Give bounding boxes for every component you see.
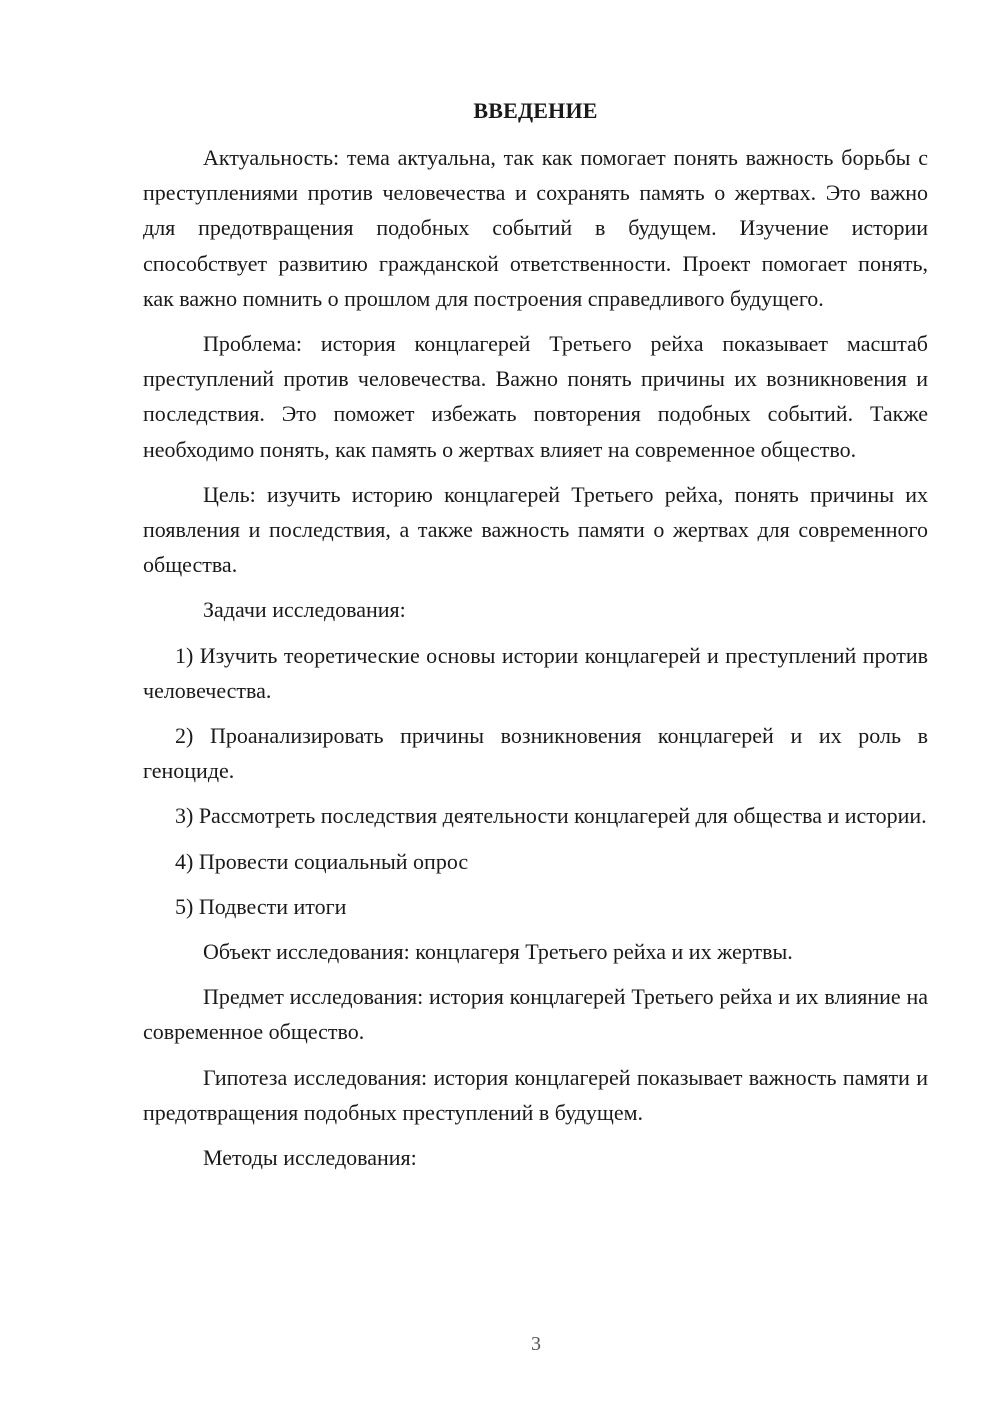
hypothesis-paragraph: Гипотеза исследования: история концлагерей показывает важность памяти и предотвращения подобных преступлений в будущем. (143, 1064, 928, 1125)
task-item-5: 5) Подвести итоги (175, 893, 347, 919)
task-item-1: 1) Изучить теоретические основы истории концлагерей и преступлений против человечества. (143, 642, 928, 703)
relevance-paragraph: Актуальность: тема актуальна, так как помогает понять важность борьбы с преступлениями против человечества и сохранять память о жертвах. Это важно для предотвращения подобных событий в будущем. Изучение истории способствует развитию гражданской ответственности. Проект помогает понять, как важно помнить о прошлом для построения справедливого будущего. (143, 145, 928, 311)
tasks-heading: Задачи исследования: (203, 597, 406, 623)
page-number: 3 (531, 1333, 541, 1355)
methods-heading: Методы исследования: (203, 1145, 417, 1171)
page-title: ВВЕДЕНИЕ (473, 98, 598, 123)
document-page (143, 96, 928, 1185)
goal-paragraph: Цель: изучить историю концлагерей Третьего рейха, понять причины их появления и последствия, а также важность памяти о жертвах для современного общества. (143, 481, 928, 578)
subject-paragraph: Предмет исследования: история концлагерей Третьего рейха и их влияние на современное общество. (143, 984, 928, 1045)
object-paragraph: Объект исследования: концлагеря Третьего рейха и их жертвы. (203, 939, 793, 965)
task-item-2: 2) Проанализировать причины возникновения концлагерей и их роль в геноциде. (143, 723, 928, 784)
problem-paragraph: Проблема: история концлагерей Третьего рейха показывает масштаб преступлений против человечества. Важно понять причины их возникновения и последствия. Это поможет избежать повторения подобных событий. Также необходимо понять, как память о жертвах влияет на современное общество. (143, 331, 928, 462)
task-item-4: 4) Провести социальный опрос (175, 848, 469, 874)
task-item-3: 3) Рассмотреть последствия деятельности концлагерей для общества и истории. (175, 803, 927, 829)
